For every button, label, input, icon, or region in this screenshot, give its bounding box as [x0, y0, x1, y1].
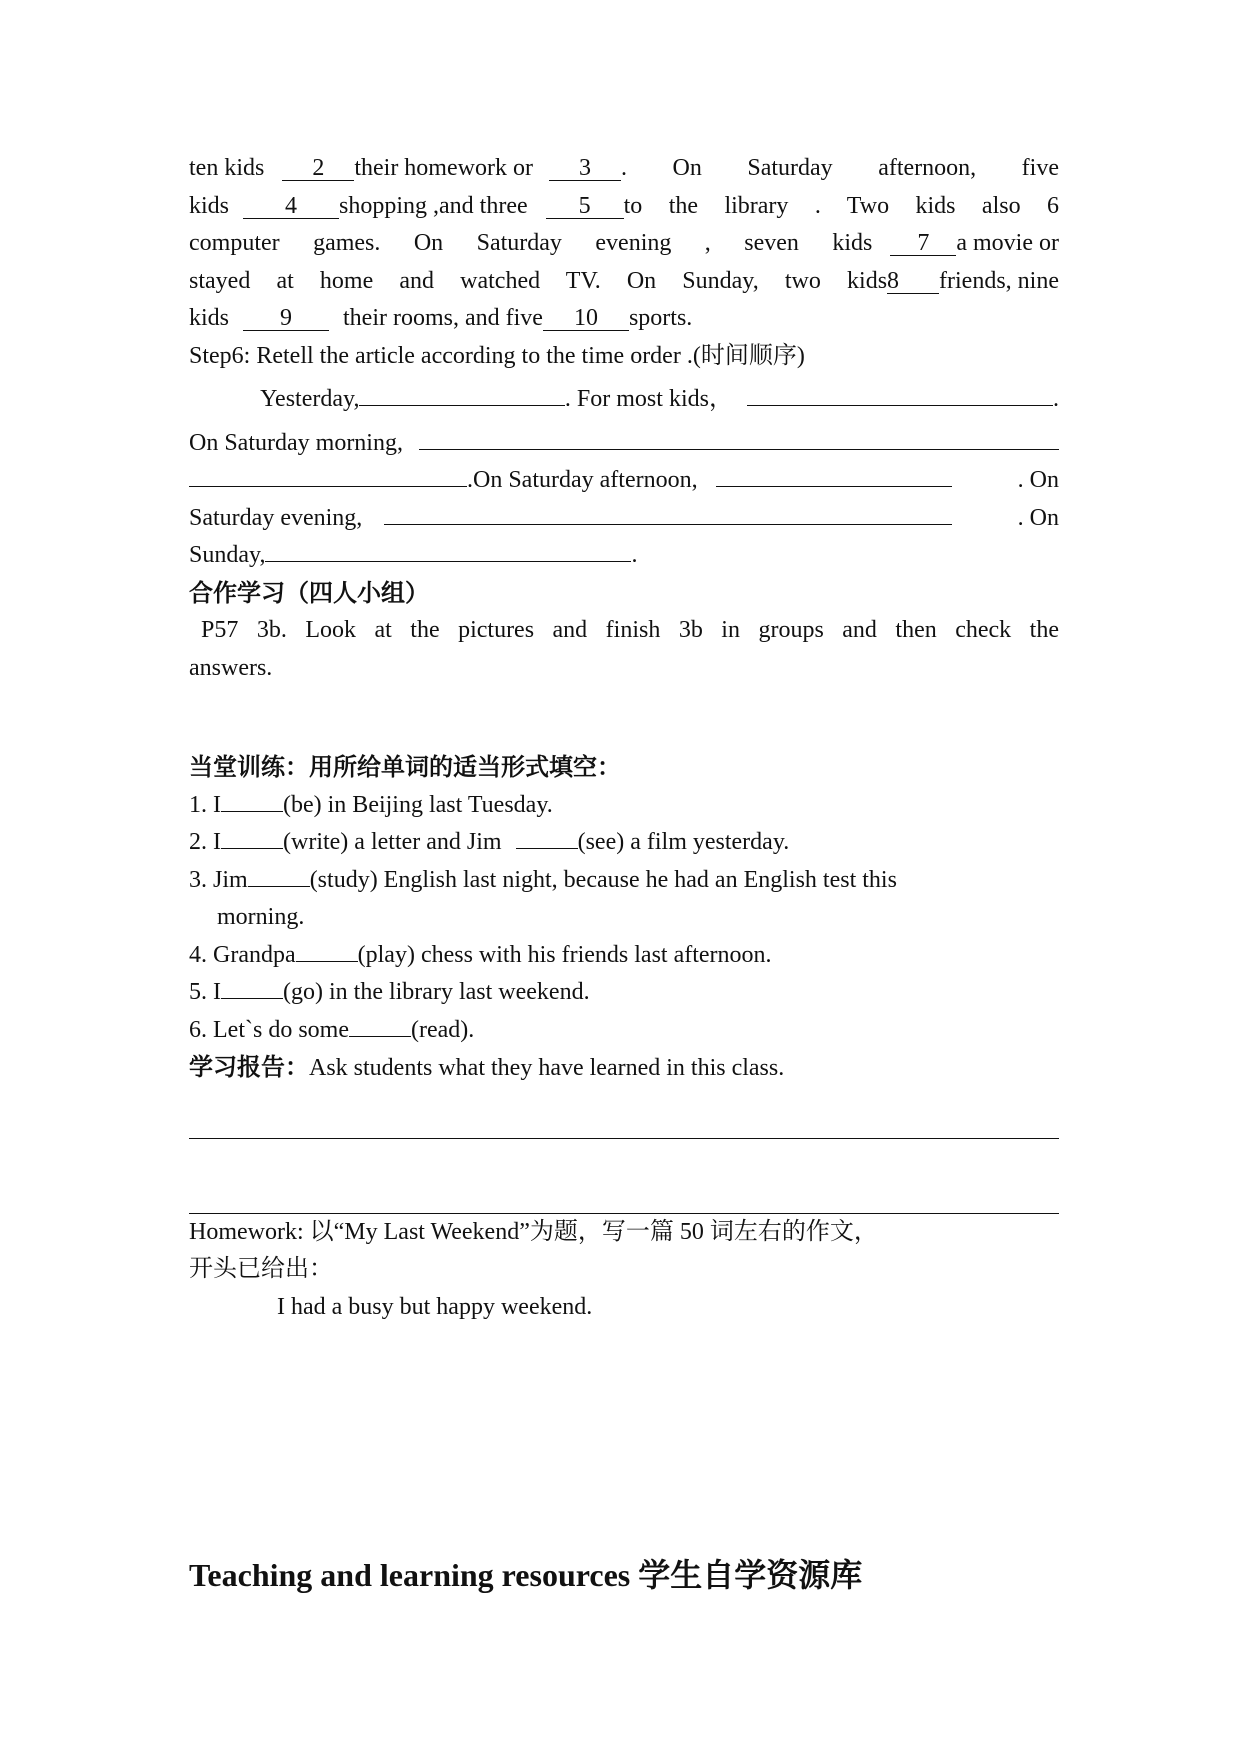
answer-rule-1[interactable]	[189, 1138, 1059, 1139]
passage-line-2: kids 4 shopping ,and three 5 to the library . Two kids also 6	[189, 192, 1059, 219]
most-kids-blank[interactable]	[747, 405, 1053, 406]
saturday-evening-blank[interactable]	[384, 524, 952, 525]
coop-text-cont: answers.	[189, 654, 273, 681]
blank-3[interactable]: 3	[549, 156, 621, 181]
blank-5[interactable]: 5	[546, 194, 624, 219]
exercise-item-5: 5. I (go) in the library last weekend.	[189, 979, 590, 1005]
homework-line-2: 开头已给出：	[189, 1256, 333, 1282]
answer-blank[interactable]	[221, 998, 283, 999]
exercise-heading: 当堂训练：用所给单词的适当形式填空：	[189, 753, 621, 781]
step6-heading: Step6: Retell the article according to the time order .(时间顺序)	[189, 342, 805, 369]
answer-blank[interactable]	[349, 1036, 411, 1037]
saturday-morning-blank[interactable]	[419, 427, 1059, 450]
blank-7[interactable]: 7	[890, 231, 956, 256]
retell-line-4: Saturday evening, . On	[189, 504, 1059, 531]
exercise-item-3: 3. Jim (study) English last night, because he had an English test this	[189, 866, 897, 893]
saturday-afternoon-blank[interactable]	[716, 486, 952, 487]
answer-blank[interactable]	[221, 848, 283, 849]
blank-8[interactable]: 8	[887, 269, 939, 294]
coop-heading: 合作学习（四人小组）	[189, 578, 429, 607]
exercise-item-4: 4. Grandpa (play) chess with his friends last afternoon.	[189, 941, 772, 968]
retell-line-3: .On Saturday afternoon, . On	[189, 462, 1059, 500]
answer-blank[interactable]	[296, 961, 358, 962]
blank-9[interactable]: 9	[243, 306, 329, 331]
blank-2[interactable]: 2	[282, 156, 354, 181]
answer-blank[interactable]	[516, 848, 578, 849]
answer-blank[interactable]	[248, 886, 310, 887]
passage-line-5: kids 9 their rooms, and five 10 sports.	[189, 305, 693, 331]
exercise-item-1: 1. I (be) in Beijing last Tuesday.	[189, 791, 553, 818]
blank-10[interactable]: 10	[543, 306, 629, 331]
retell-line-2: On Saturday morning,	[189, 425, 1059, 463]
retell-line-5: Sunday, .	[189, 542, 638, 568]
report-text: Ask students what they have learned in this class.	[309, 1055, 785, 1081]
worksheet-page	[189, 150, 1059, 1326]
homework-opening: I had a busy but happy weekend.	[277, 1293, 593, 1320]
coop-text: P57 3b. Look at the pictures and finish 3b in groups and then check the	[201, 617, 1059, 643]
passage-line-1: ten kids 2 their homework or 3 . On Saturday afternoon, five	[189, 155, 1059, 181]
passage-line-3: computer games. On Saturday evening , seven kids 7 a movie or	[189, 230, 1059, 256]
report-line	[189, 1049, 1059, 1088]
exercise-item-6: 6. Let`s do some (read).	[189, 1016, 475, 1043]
homework-line-1: Homework: 以“My Last Weekend”为题，写一篇 50 词左右的作文，	[189, 1218, 878, 1245]
report-label: 学习报告：	[189, 1053, 309, 1081]
yesterday-blank[interactable]	[359, 405, 564, 406]
passage-line-4: stayed at home and watched TV. On Sunday, two kids 8 friends, nine	[189, 267, 1059, 294]
answer-blank[interactable]	[221, 811, 283, 812]
resources-title: Teaching and learning resources 学生自学资源库	[189, 1557, 863, 1593]
exercise-item-2: 2. I (write) a letter and Jim (see) a film yesterday.	[189, 829, 790, 855]
saturday-morning-blank-cont[interactable]	[189, 486, 467, 487]
sunday-blank[interactable]	[265, 561, 631, 562]
blank-4[interactable]: 4	[243, 194, 339, 219]
retell-line-1: Yesterday, . For most kids， .	[260, 386, 1059, 412]
exercise-item-3-cont: morning.	[217, 904, 305, 930]
